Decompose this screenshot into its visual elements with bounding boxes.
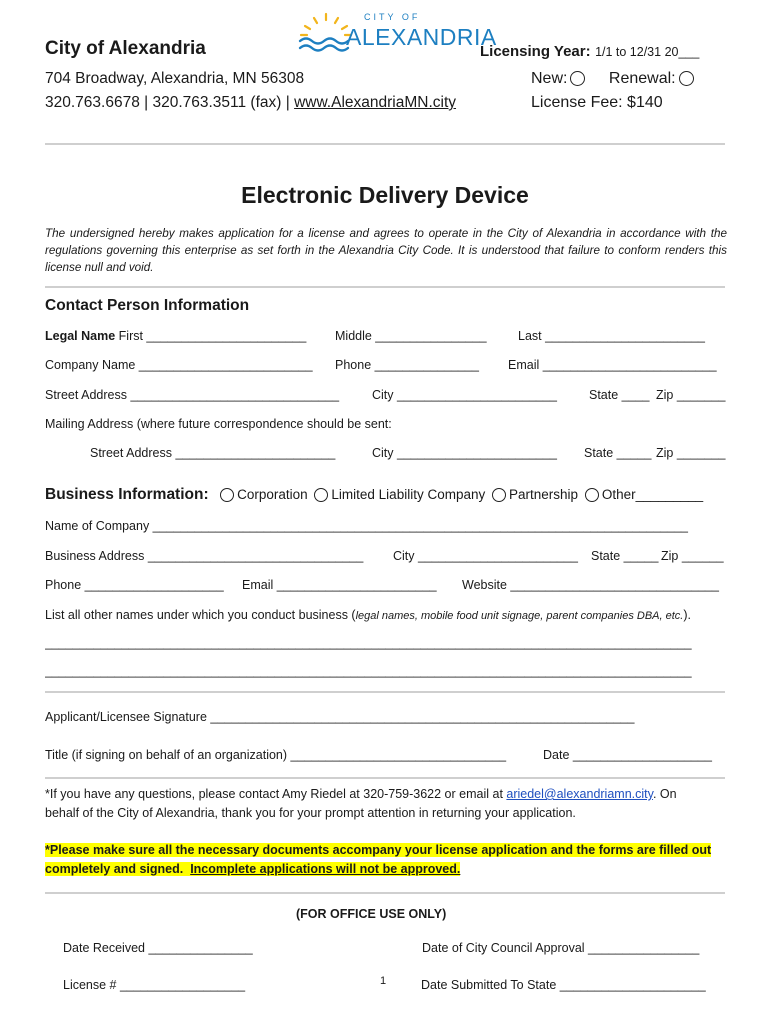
business-state-field[interactable]: State _____: [591, 549, 659, 563]
warning-text-1: *Please make sure all the necessary documents accompany your license application and the forms are filled out: [45, 843, 712, 857]
phone-fax: 320.763.6678 | 320.763.3511 (fax) |: [45, 94, 295, 111]
warning-divider: [45, 892, 725, 894]
licensing-year-value: 1/1 to 12/31 20___: [595, 45, 700, 59]
partnership-label: Partnership: [509, 487, 579, 502]
corporation-label: Corporation: [237, 487, 308, 502]
licensing-year-label: Licensing Year:: [480, 43, 591, 60]
business-divider: [45, 691, 725, 693]
state-field[interactable]: State ____: [589, 388, 650, 402]
contact-heading: Contact Person Information: [45, 297, 250, 314]
first-name-field[interactable]: First _______________________: [118, 329, 307, 343]
street-address-field[interactable]: Street Address ______________________________: [45, 388, 340, 402]
warning-text-2a: completely and signed.: [45, 862, 184, 876]
licensing-year: [480, 43, 699, 61]
license-number-field[interactable]: License # __________________: [63, 978, 246, 992]
warning-text-2b: Incomplete applications will not be approved.: [190, 862, 461, 876]
signature-field[interactable]: Applicant/Licensee Signature _____________________________________________________________: [45, 710, 635, 724]
org-name: City of Alexandria: [45, 38, 206, 59]
contact-note-line1: [45, 787, 677, 801]
contact-note-text: *If you have any questions, please contact Amy Riedel at 320-759-3622 or email at: [45, 787, 507, 801]
other-label[interactable]: Other_________: [601, 487, 704, 502]
other-names-prefix: List all other names under which you conduct business (: [45, 608, 356, 622]
other-names-line-2[interactable]: _____________________________________________________________________________________________: [45, 664, 692, 678]
logo-top-text: CITY OF: [364, 12, 421, 22]
org-address: 704 Broadway, Alexandria, MN 56308: [45, 70, 305, 87]
legal-name-label: Legal Name: [45, 329, 116, 343]
renewal-label: Renewal:: [608, 70, 676, 87]
mailing-address-label: Mailing Address (where future correspondence should be sent:: [45, 417, 392, 431]
signature-date-field[interactable]: Date ____________________: [543, 748, 712, 762]
other-names-line-1[interactable]: _____________________________________________________________________________________________: [45, 636, 692, 650]
partnership-radio[interactable]: [492, 488, 506, 502]
other-names-label: [45, 608, 691, 622]
email-field[interactable]: Email _________________________: [508, 358, 717, 372]
warning-line2: [45, 862, 460, 876]
business-type-row: [45, 486, 703, 504]
logo-main-text: ALEXANDRIA: [346, 24, 497, 50]
contact-note-suffix: . On: [652, 787, 677, 801]
mailing-zip-field[interactable]: Zip _______: [656, 446, 726, 460]
mailing-city-field[interactable]: City _______________________: [372, 446, 557, 460]
llc-radio[interactable]: [314, 488, 328, 502]
llc-label: Limited Liability Company: [331, 487, 486, 502]
city-field[interactable]: City _______________________: [372, 388, 557, 402]
office-use-heading: (FOR OFFICE USE ONLY): [296, 907, 447, 921]
business-email-field[interactable]: Email _______________________: [242, 578, 437, 592]
license-fee: License Fee: $140: [531, 94, 663, 111]
corporation-radio[interactable]: [220, 488, 234, 502]
legal-name-row: [45, 329, 306, 343]
signature-divider: [45, 777, 725, 779]
header-divider: [45, 143, 725, 145]
business-heading: Business Information:: [45, 486, 209, 503]
last-name-field[interactable]: Last _______________________: [518, 329, 705, 343]
mailing-state-field[interactable]: State _____: [584, 446, 652, 460]
zip-field[interactable]: Zip _______: [656, 388, 726, 402]
business-phone-field[interactable]: Phone ____________________: [45, 578, 224, 592]
intro-divider: [45, 286, 725, 288]
renewal-radio[interactable]: [679, 71, 694, 86]
new-label: New:: [531, 70, 568, 87]
other-names-suffix: ).: [683, 608, 691, 622]
business-zip-field[interactable]: Zip ______: [661, 549, 724, 563]
signer-title-field[interactable]: Title (if signing on behalf of an organization) _______________________________: [45, 748, 507, 762]
warning-line1: [45, 843, 711, 857]
other-radio[interactable]: [585, 488, 599, 502]
council-approval-date-field[interactable]: Date of City Council Approval ________________: [422, 941, 700, 955]
company-name-business-field[interactable]: Name of Company _____________________________________________________________________________: [45, 519, 688, 533]
website-link[interactable]: www.AlexandriaMN.city: [294, 94, 457, 111]
state-submission-date-field[interactable]: Date Submitted To State _____________________: [421, 978, 706, 992]
new-radio[interactable]: [570, 71, 585, 86]
business-city-field[interactable]: City _______________________: [393, 549, 578, 563]
intro-text: The undersigned hereby makes application for a license and agrees to operate in the City of Alexandria in accordance with the regulations governing this enterprise as set forth in the Alexandria City Code. It is understood that failure to conform renders this license null and void.: [45, 227, 727, 274]
phone-field[interactable]: Phone _______________: [335, 358, 479, 372]
business-website-field[interactable]: Website ______________________________: [462, 578, 719, 592]
org-contact-line: [45, 94, 456, 112]
contact-note-line2: behalf of the City of Alexandria, thank you for your prompt attention in returning your application.: [45, 806, 576, 820]
middle-name-field[interactable]: Middle ________________: [335, 329, 487, 343]
new-renewal: [531, 70, 697, 88]
mailing-street-field[interactable]: Street Address _______________________: [90, 446, 336, 460]
page-title: Electronic Delivery Device: [241, 182, 529, 208]
page-number: 1: [380, 975, 387, 987]
other-names-examples: legal names, mobile food unit signage, parent companies DBA, etc.: [355, 610, 684, 622]
city-logo: [296, 10, 497, 58]
business-address-field[interactable]: Business Address _______________________________: [45, 549, 364, 563]
contact-email-link[interactable]: ariedel@alexandriamn.city: [506, 787, 653, 801]
date-received-field[interactable]: Date Received _______________: [63, 941, 253, 955]
company-name-field[interactable]: Company Name _________________________: [45, 358, 313, 372]
